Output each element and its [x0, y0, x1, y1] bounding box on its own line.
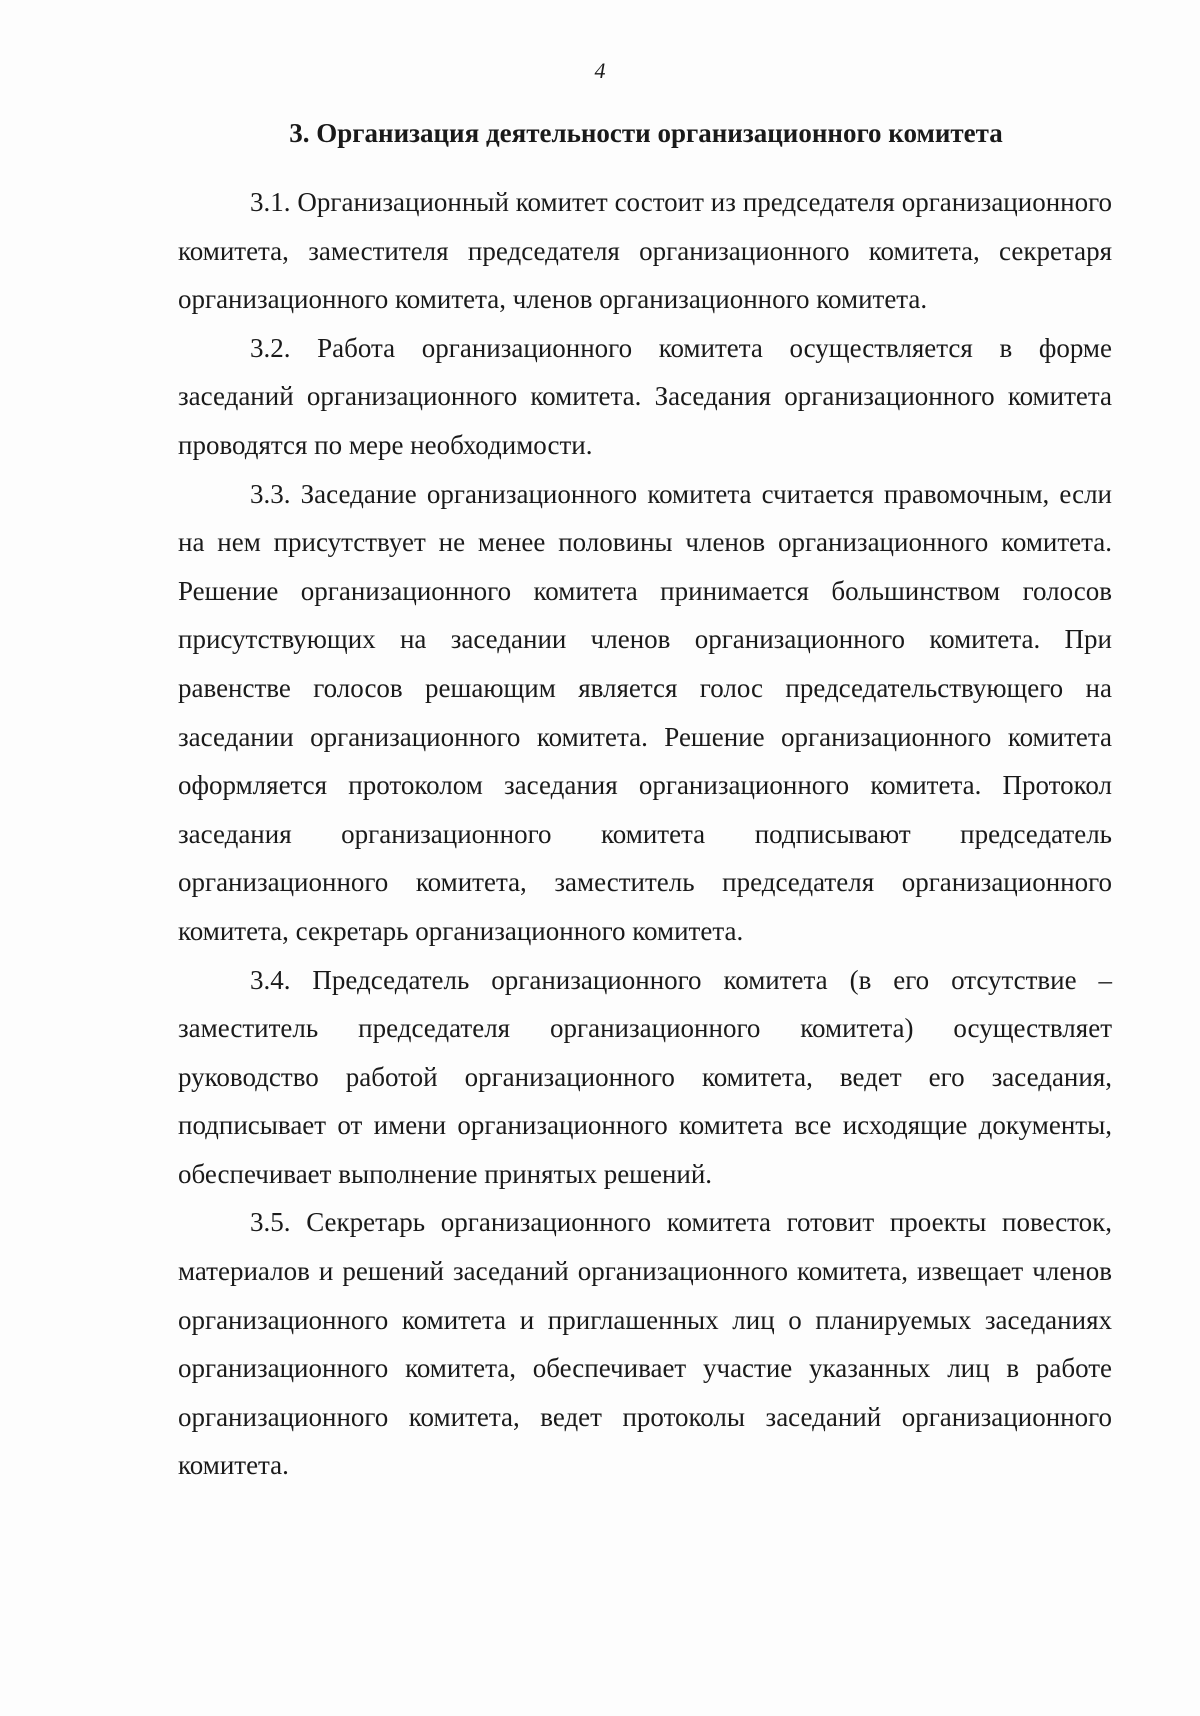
- section-title: 3. Организация деятельности организационного комитета: [289, 118, 1003, 148]
- paragraph-3-3: 3.3. Заседание организационного комитета считается правомочным, если на нем присутствует не менее половины членов организационного комитета. Решение организационного комитета принимается большинством голосов присутствующих на заседании членов организационного комитета. При равенстве голосов решающим является голос председательствующего на заседании организационного комитета. Решение организационного комитета оформляется протоколом заседания организационного комитета. Протокол заседания организационного комитета подписывают председатель организационного комитета, заместитель председателя организационного комитета, секретарь организационного комитета.: [178, 478, 1112, 946]
- paragraph-3-5: 3.5. Секретарь организационного комитета готовит проекты повесток, материалов и решений заседаний организационного комитета, извещает членов организационного комитета и приглашенных лиц о планируемых заседаниях организационного комитета, обеспечивает участие указанных лиц в работе организационного комитета, ведет протоколы заседаний организационного комитета.: [178, 1207, 1112, 1481]
- page-number: 4: [594, 58, 606, 83]
- paragraph-3-4: 3.4. Председатель организационного комитета (в его отсутствие – заместитель председателя организационного комитета) осуществляет руководство работой организационного комитета, ведет его заседания, подписывает от имени организационного комитета все исходящие документы, обеспечивает выполнение принятых решений.: [178, 964, 1112, 1189]
- paragraph-3-1: 3.1. Организационный комитет состоит из председателя организационного комитета, заместителя председателя организационного комитета, секретаря организационного комитета, членов организационного комитета.: [178, 187, 1112, 315]
- document-body: [178, 178, 1112, 1490]
- paragraph-3-2: 3.2. Работа организационного комитета осуществляется в форме заседаний организационного комитета. Заседания организационного комитета проводятся по мере необходимости.: [178, 332, 1112, 460]
